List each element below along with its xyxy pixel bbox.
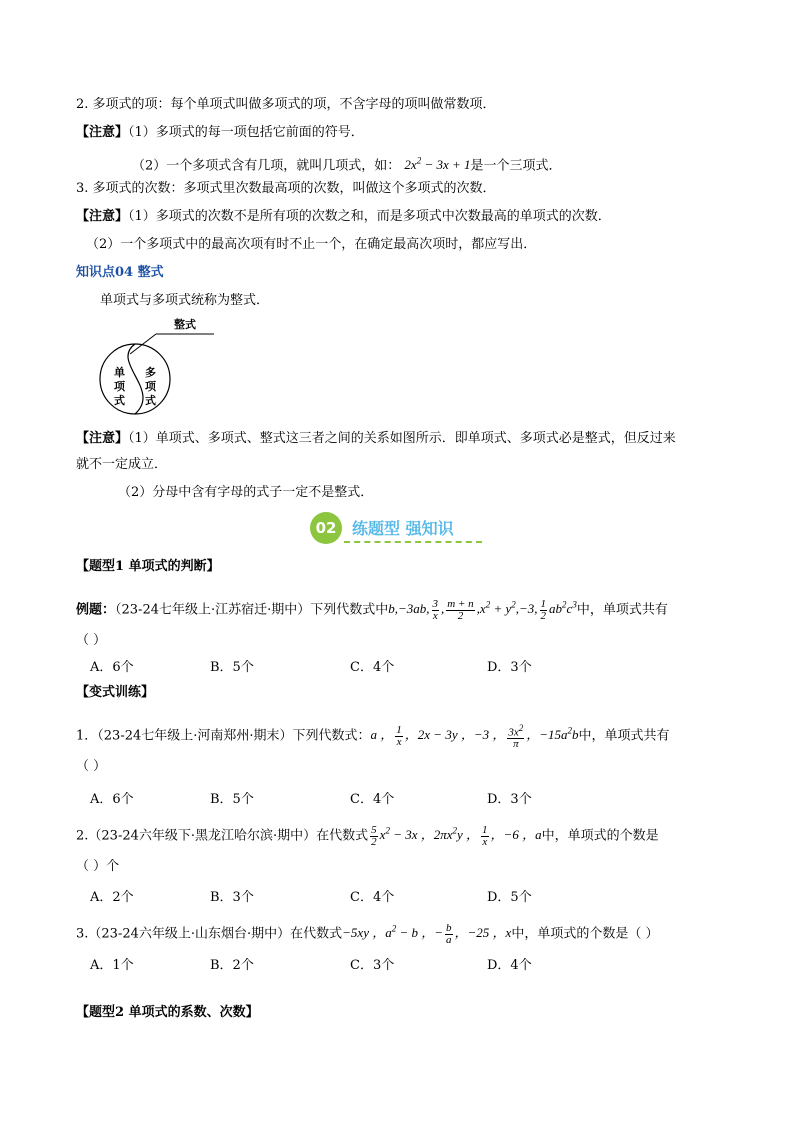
question-type-1-title: 【题型1 单项式的判断】 <box>76 559 220 574</box>
expr-list-q1: a ， $\frac{1}{x}$ ，2x − 3y ，−3 ， $\frac{3x^2}{\pi}$ ，$-15a^2b$ <box>370 722 579 751</box>
option-d: D．3个 <box>487 792 532 807</box>
option-b: B．3个 <box>210 890 254 905</box>
note-2-1 <box>76 124 364 142</box>
question-type-2-title: 【题型2 单项式的系数、次数】 <box>76 1005 259 1020</box>
diagram-label-monomial-2: 项 <box>114 380 125 393</box>
variant-training-title: 【变式训练】 <box>76 685 155 700</box>
option-c: C．4个 <box>350 660 395 675</box>
banner-number: 02 <box>310 512 342 544</box>
diagram-label-polynomial-3: 式 <box>145 394 156 407</box>
expr-list-q3: −5xy ，$a^2 - b$ ，− $\frac{b}{a}$ ，−25 ，x <box>342 921 512 946</box>
question-1-text: 1．（23-24七年级上·河南郑州·期末）下列代数式： <box>76 728 371 744</box>
option-d: D．4个 <box>487 958 532 973</box>
note-text: （1）多项式的每一项包括它前面的符号． <box>128 125 364 140</box>
option-a: A．2个 <box>90 890 134 905</box>
option-d: D．3个 <box>487 660 532 675</box>
option-b: B．5个 <box>210 792 254 807</box>
kp-note-1 <box>76 430 676 448</box>
question-3-tail: 中，单项式的个数是（ ） <box>511 926 659 942</box>
expr-list-q2: $\frac{5}{2}$ $x^2 - 3x$ ，$2\pi x^2y$ ， $\frac{1}{x}$ ，−6 ，a <box>371 823 542 848</box>
example-source: （23-24七年级上·江苏宿迁·期中）下列代数式中 <box>115 602 389 618</box>
question-2 <box>76 822 659 848</box>
section-3-polynomial-degree: 3. 多项式的次数：多项式里次数最高项的次数，叫做这个多项式的次数． <box>76 181 496 196</box>
note-text: 是一个三项式． <box>470 158 562 174</box>
question-2-tail: 中，单项式的个数是 <box>541 828 659 844</box>
diagram-label-polynomial-2: 项 <box>145 380 156 393</box>
example-tail: 中，单项式共有 <box>576 602 668 618</box>
question-1-tail: 中，单项式共有 <box>578 728 670 744</box>
question-2-text: 2.（23-24六年级下·黑龙江哈尔滨·期中）在代数式 <box>76 828 369 844</box>
diagram-label-monomial-3: 式 <box>114 394 125 407</box>
example-label: 例题： <box>76 602 116 618</box>
note-tag: 【注意】 <box>76 431 129 446</box>
note-tag: 【注意】 <box>76 209 129 224</box>
section-2-polynomial-terms: 2. 多项式的项：每个单项式叫做多项式的项，不含字母的项叫做常数项． <box>76 97 496 112</box>
option-d: D．5个 <box>487 890 532 905</box>
diagram-label-monomial-1: 单 <box>114 366 125 379</box>
example-answer-paren: （ ） <box>76 633 107 648</box>
kp-note-2: （2）分母中含有字母的式子一定不是整式． <box>118 485 374 500</box>
option-c: C．3个 <box>350 958 395 973</box>
section-banner <box>310 512 488 546</box>
question-3 <box>76 920 658 946</box>
question-1 <box>76 722 670 750</box>
note-text: （1）单项式、多项式、整式这三者之间的关系如图所示．即单项式、多项式必是整式，但反过来 <box>128 431 676 446</box>
expr-list-example: b,−3ab, $\frac{3}{x}$ , $\frac{m + n}{2}$ $,x^2 + y^2,-3$, $\frac{1}{2}$ $ab^2c^3$ <box>388 597 577 622</box>
formula-trinomial: $2x^2 - 3x + 1$ <box>404 156 471 173</box>
integral-expression-diagram <box>90 312 230 424</box>
example-question <box>76 596 668 622</box>
note-text: （1）多项式的次数不是所有项的次数之和，而是多项式中次数最高的单项式的次数． <box>128 209 611 224</box>
diagram-label-polynomial-1: 多 <box>145 366 156 379</box>
option-a: A．6个 <box>90 792 134 807</box>
option-b: B．5个 <box>210 660 254 675</box>
option-c: C．4个 <box>350 792 395 807</box>
option-c: C．4个 <box>350 890 395 905</box>
option-b: B．2个 <box>210 958 254 973</box>
knowledge-point-title: 知识点04 整式 <box>76 265 164 280</box>
note-3-2: （2）一个多项式中的最高次项有时不止一个，在确定最高次项时，都应写出． <box>86 237 537 252</box>
knowledge-point-text: 单项式与多项式统称为整式． <box>100 293 270 308</box>
diagram-label-integral: 整式 <box>174 318 196 331</box>
note-3-1 <box>76 208 611 226</box>
question-3-text: 3.（23-24六年级上·山东烟台·期中）在代数式 <box>76 926 343 942</box>
question-2-paren: （ ）个 <box>76 859 120 874</box>
question-1-paren: （ ） <box>76 759 107 774</box>
banner-underline <box>344 541 482 543</box>
banner-title: 练题型 强知识 <box>352 519 454 538</box>
note-tag: 【注意】 <box>76 125 129 140</box>
note-2-2 <box>132 152 562 175</box>
kp-note-1-cont: 就不一定成立． <box>76 457 168 472</box>
note-text: （2）一个多项式含有几项，就叫几项式，如： <box>132 158 401 174</box>
option-a: A．1个 <box>90 958 134 973</box>
option-a: A．6个 <box>90 660 134 675</box>
